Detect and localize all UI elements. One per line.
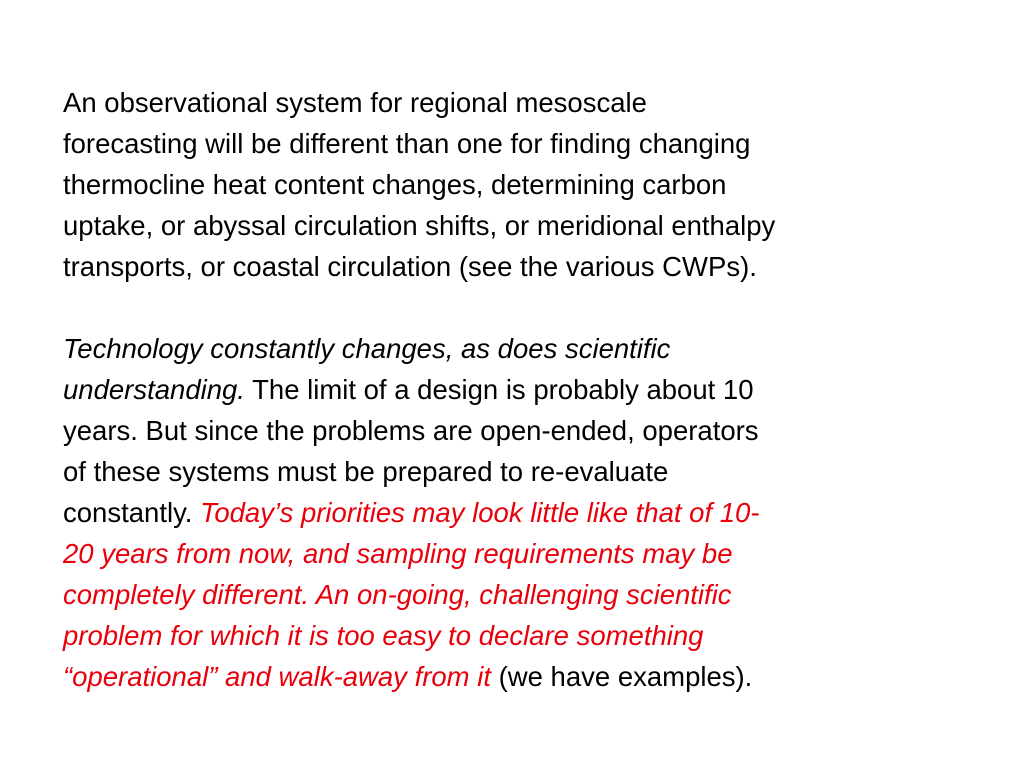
slide-body-text bbox=[63, 82, 963, 697]
emphasis-red-text: Today’s priorities may look little like that of 10- bbox=[200, 497, 760, 528]
emphasis-red-text: “operational” and walk-away from it bbox=[63, 661, 491, 692]
text-line: uptake, or abyssal circulation shifts, or meridional enthalpy bbox=[63, 210, 776, 241]
text-line bbox=[63, 328, 963, 369]
paragraph-observational-system bbox=[63, 82, 963, 287]
plain-text: The limit of a design is probably about 10 bbox=[244, 374, 754, 405]
italic-text: understanding. bbox=[63, 374, 245, 405]
text-line: transports, or coastal circulation (see the various CWPs). bbox=[63, 251, 757, 282]
text-line: thermocline heat content changes, determining carbon bbox=[63, 169, 727, 200]
italic-text: Technology constantly changes, as does scientific bbox=[63, 333, 671, 364]
emphasis-red-text: 20 years from now, and sampling requirements may be bbox=[63, 538, 733, 569]
text-line bbox=[63, 492, 963, 533]
text-line: forecasting will be different than one for finding changing bbox=[63, 128, 751, 159]
text-line: of these systems must be prepared to re-evaluate bbox=[63, 456, 669, 487]
text-line bbox=[63, 369, 963, 410]
paragraph-technology-changes bbox=[63, 328, 963, 697]
text-line bbox=[63, 656, 963, 697]
plain-text: constantly. bbox=[63, 497, 201, 528]
emphasis-red-text: problem for which it is too easy to declare something bbox=[63, 620, 704, 651]
emphasis-red-text: completely different. An on-going, challenging scientific bbox=[63, 579, 732, 610]
text-line: years. But since the problems are open-ended, operators bbox=[63, 415, 759, 446]
plain-text: (we have examples). bbox=[490, 661, 753, 692]
text-line: An observational system for regional mesoscale bbox=[63, 87, 647, 118]
